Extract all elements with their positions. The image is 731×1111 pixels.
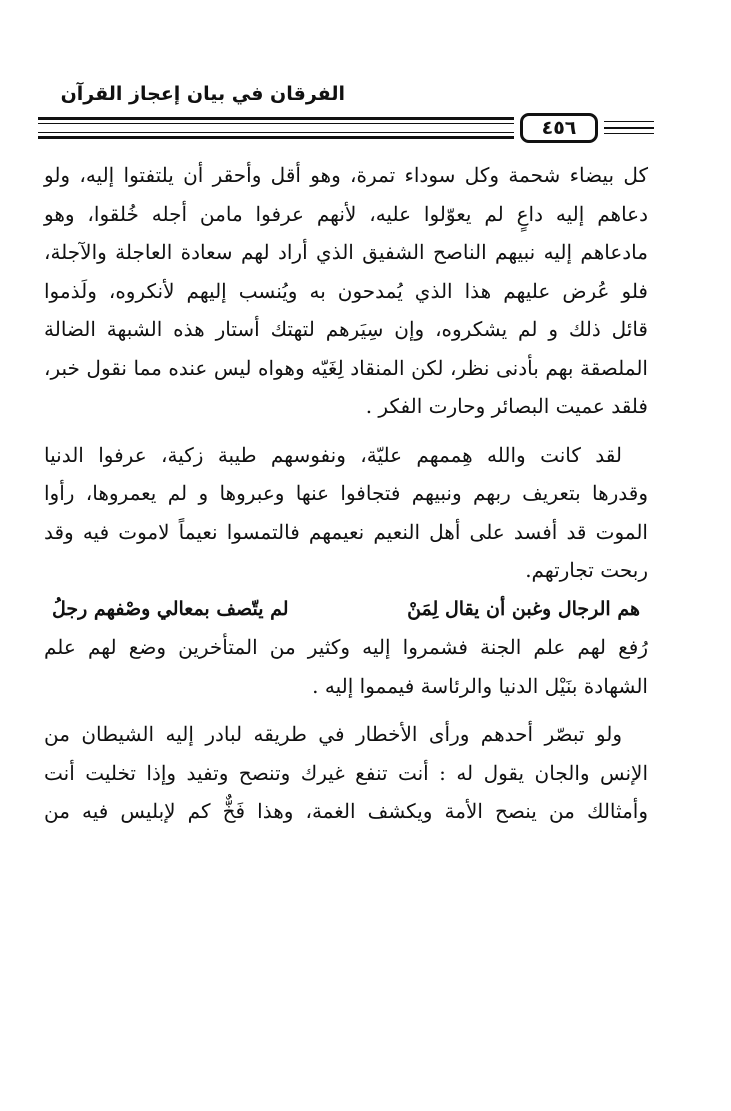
text-line: وقدرها بتعريف ربهم ونبيهم فتجافوا عنها وعبروها و لم يعمروها، رأوا: [44, 481, 648, 505]
paragraph: [44, 715, 648, 831]
paragraph-gap: [44, 705, 648, 715]
text-line: مادعاهم إليه نبيهم الناصح الشفيق الذي أراد لهم سعادة العاجلة والآجلة،: [44, 240, 648, 264]
poetry-verse: [44, 590, 648, 629]
text-line: لقد كانت والله هِممهم عليّة، ونفوسهم طيبة زكية، عرفوا الدنيا: [44, 442, 622, 467]
text-line: ولو تبصّر أحدهم ورأى الأخطار في طريقه لبادر إليه الشيطان من: [44, 722, 622, 746]
text-line: ربحت تجارتهم.: [525, 558, 648, 582]
header-rule-short: [604, 121, 654, 122]
body-text: [44, 156, 648, 831]
paragraph: [44, 156, 648, 426]
header-rule-thick-bottom: [38, 136, 514, 139]
paragraph: [44, 436, 648, 590]
paragraph: [44, 628, 648, 705]
text-line: فلو عُرض عليهم هذا الذي يُمدحون به ويُنسب إليهم لأنكروه، ولَذموا: [44, 278, 648, 303]
text-line: الشهادة بنَيْل الدنيا والرئاسة فيمموا إليه .: [312, 673, 648, 698]
text-line: رُفع لهم علم الجنة فشمروا إليه وكثير من المتأخرين وضع لهم علم: [44, 635, 648, 659]
running-title: الفرقان في بيان إعجاز القرآن: [60, 83, 345, 105]
verse-first-hemistich: هم الرجال وغبن أن يقال لِمَنْ: [407, 597, 640, 620]
text-line: الموت قد أفسد على أهل النعيم نعيمهم فالتمسوا نعيماً لاموت فيه وقد: [44, 519, 648, 544]
header-rule-short: [604, 127, 654, 129]
header-rule-thin-top: [38, 123, 514, 124]
paragraph-gap: [44, 426, 648, 436]
text-line: فلقد عميت البصائر وحارت الفكر .: [365, 394, 648, 418]
text-line: الإنس والجان يقول له : أنت تنفع غيرك وتنصح وتفيد وإذا تخليت أنت: [44, 760, 648, 785]
text-line: قائل ذلك و لم يشكروه، وإن سِيَرهم لتهتك أستار هذه الشبهة الضالة: [44, 317, 648, 341]
header-rule-thick-top: [38, 117, 514, 120]
verse-second-hemistich: لم يتّصف بمعالي وصْفهم رجلُ: [52, 597, 289, 620]
page-number: ٤٥٦: [520, 113, 598, 143]
text-line: كل بيضاء شحمة وكل سوداء تمرة، وهو أقل وأحقر أن يلتفتوا إليه، ولو: [44, 163, 648, 187]
text-line: دعاهم إليه داعٍ لم يعوّلوا عليه، لأنهم عرفوا مامن أجله خُلقوا، وهو: [44, 201, 648, 226]
header-rule-thin-bottom: [38, 132, 514, 133]
text-line: الملصقة بهم بأدنى نظر، لكن المنقاد لِغَيّه وهواه ليس عنده مما نقول خبر،: [44, 355, 648, 380]
text-line: وأمثالك من ينصح الأمة ويكشف الغمة، وهذا فَخٌّ كم لإبليس فيه من: [44, 799, 648, 823]
header-rule-short: [604, 133, 654, 134]
